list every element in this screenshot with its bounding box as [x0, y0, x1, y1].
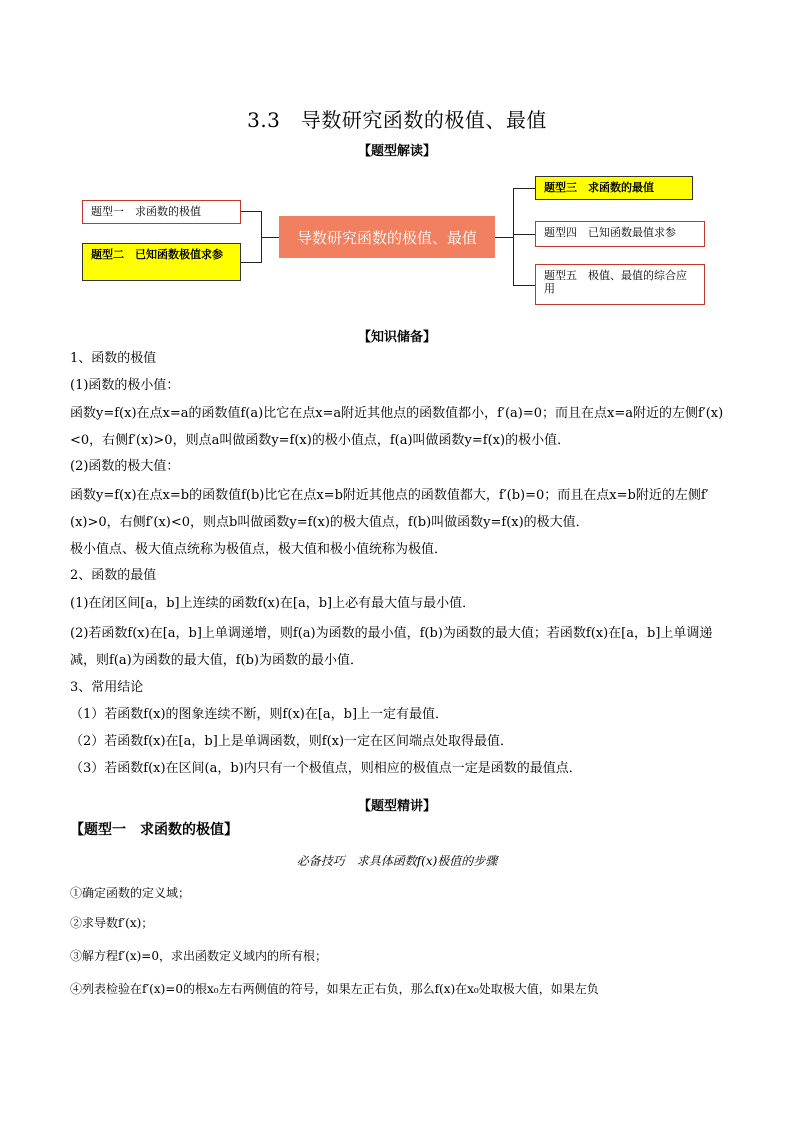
connector-line — [261, 237, 279, 238]
section-heading-knowledge: 【知识储备】 — [357, 330, 436, 345]
mindmap-node-topic-4: 题型四 已知函数最值求参 — [535, 221, 705, 247]
step-1: ①确定函数的定义域； — [70, 886, 191, 900]
connector-line — [495, 237, 513, 238]
mindmap-node-topic-3: 题型三 求函数的最值 — [535, 176, 693, 200]
mindmap-node-topic-2: 题型二 已知函数极值求参 — [82, 243, 241, 281]
topic-1-heading: 【题型一 求函数的极值】 — [70, 822, 238, 838]
paragraph-closed-interval: (1)在闭区间[a，b]上连续的函数f(x)在[a，b]上必有最大值与最小值． — [70, 596, 476, 611]
conclusion-2: （2）若函数f(x)在[a，b]上是单调函数，则f(x)一定在区间端点处取得最值． — [70, 734, 514, 749]
section-heading-explain: 【题型精讲】 — [357, 799, 436, 814]
subheading-maximum: (2)函数的极大值： — [70, 459, 180, 474]
step-2: ②求导数f′(x)； — [70, 916, 154, 930]
paragraph-minimum: 函数y=f(x)在点x=a的函数值f(a)比它在点x=a附近其他点的函数值都小，f′(a)=0；而且在点x=a附近的左侧f′(x)<0，右侧f′(x)>0，则点a叫做函数y=f(x)的极小值点，f(a)叫做函数y=f(x)的极小值． — [70, 406, 724, 448]
skill-title: 必备技巧 求具体函数f(x)极值的步骤 — [296, 854, 498, 868]
connector-line — [241, 262, 261, 263]
connector-line — [513, 234, 535, 235]
connector-line — [513, 188, 535, 189]
subheading-minimum: (1)函数的极小值： — [70, 378, 180, 393]
step-3: ③解方程f′(x)=0，求出函数定义域内的所有根； — [70, 949, 327, 963]
mindmap-center-node: 导数研究函数的极值、最值 — [279, 216, 495, 258]
mindmap-node-topic-5: 题型五 极值、最值的综合应用 — [535, 264, 705, 305]
section-heading-topic-reading: 【题型解读】 — [357, 144, 436, 159]
connector-line — [241, 211, 261, 212]
paragraph-monotonic: (2)若函数f(x)在[a，b]上单调递增，则f(a)为函数的最小值，f(b)为函数的最大值；若函数f(x)在[a，b]上单调递减，则f(a)为函数的最大值，f(b)为函数的最小值． — [70, 626, 713, 668]
heading-max-min: 2、函数的最值 — [70, 568, 157, 583]
step-4: ④列表检验在f′(x)=0的根x₀左右两侧值的符号，如果左正右负，那么f(x)在x₀处取极大值，如果左负 — [70, 982, 599, 996]
connector-line — [513, 285, 535, 286]
page-title: 3.3 导数研究函数的极值、最值 — [247, 108, 547, 132]
conclusion-3: （3）若函数f(x)在区间(a，b)内只有一个极值点，则相应的极值点一定是函数的最值点． — [70, 761, 582, 776]
paragraph-maximum: 函数y=f(x)在点x=b的函数值f(b)比它在点x=b附近其他点的函数值都大，f′(b)=0；而且在点x=b附近的左侧f′(x)>0，右侧f′(x)<0，则点b叫做函数y=f(x)的极大值点，f(b)叫做函数y=f(x)的极大值． — [70, 488, 709, 530]
heading-conclusions: 3、常用结论 — [70, 680, 144, 695]
mindmap-node-topic-1: 题型一 求函数的极值 — [82, 200, 241, 224]
heading-extremum: 1、函数的极值 — [70, 351, 157, 366]
paragraph-extremum-summary: 极小值点、极大值点统称为极值点，极大值和极小值统称为极值． — [70, 542, 448, 557]
connector-line — [513, 188, 514, 285]
conclusion-1: （1）若函数f(x)的图象连续不断，则f(x)在[a，b]上一定有最值． — [70, 707, 449, 722]
